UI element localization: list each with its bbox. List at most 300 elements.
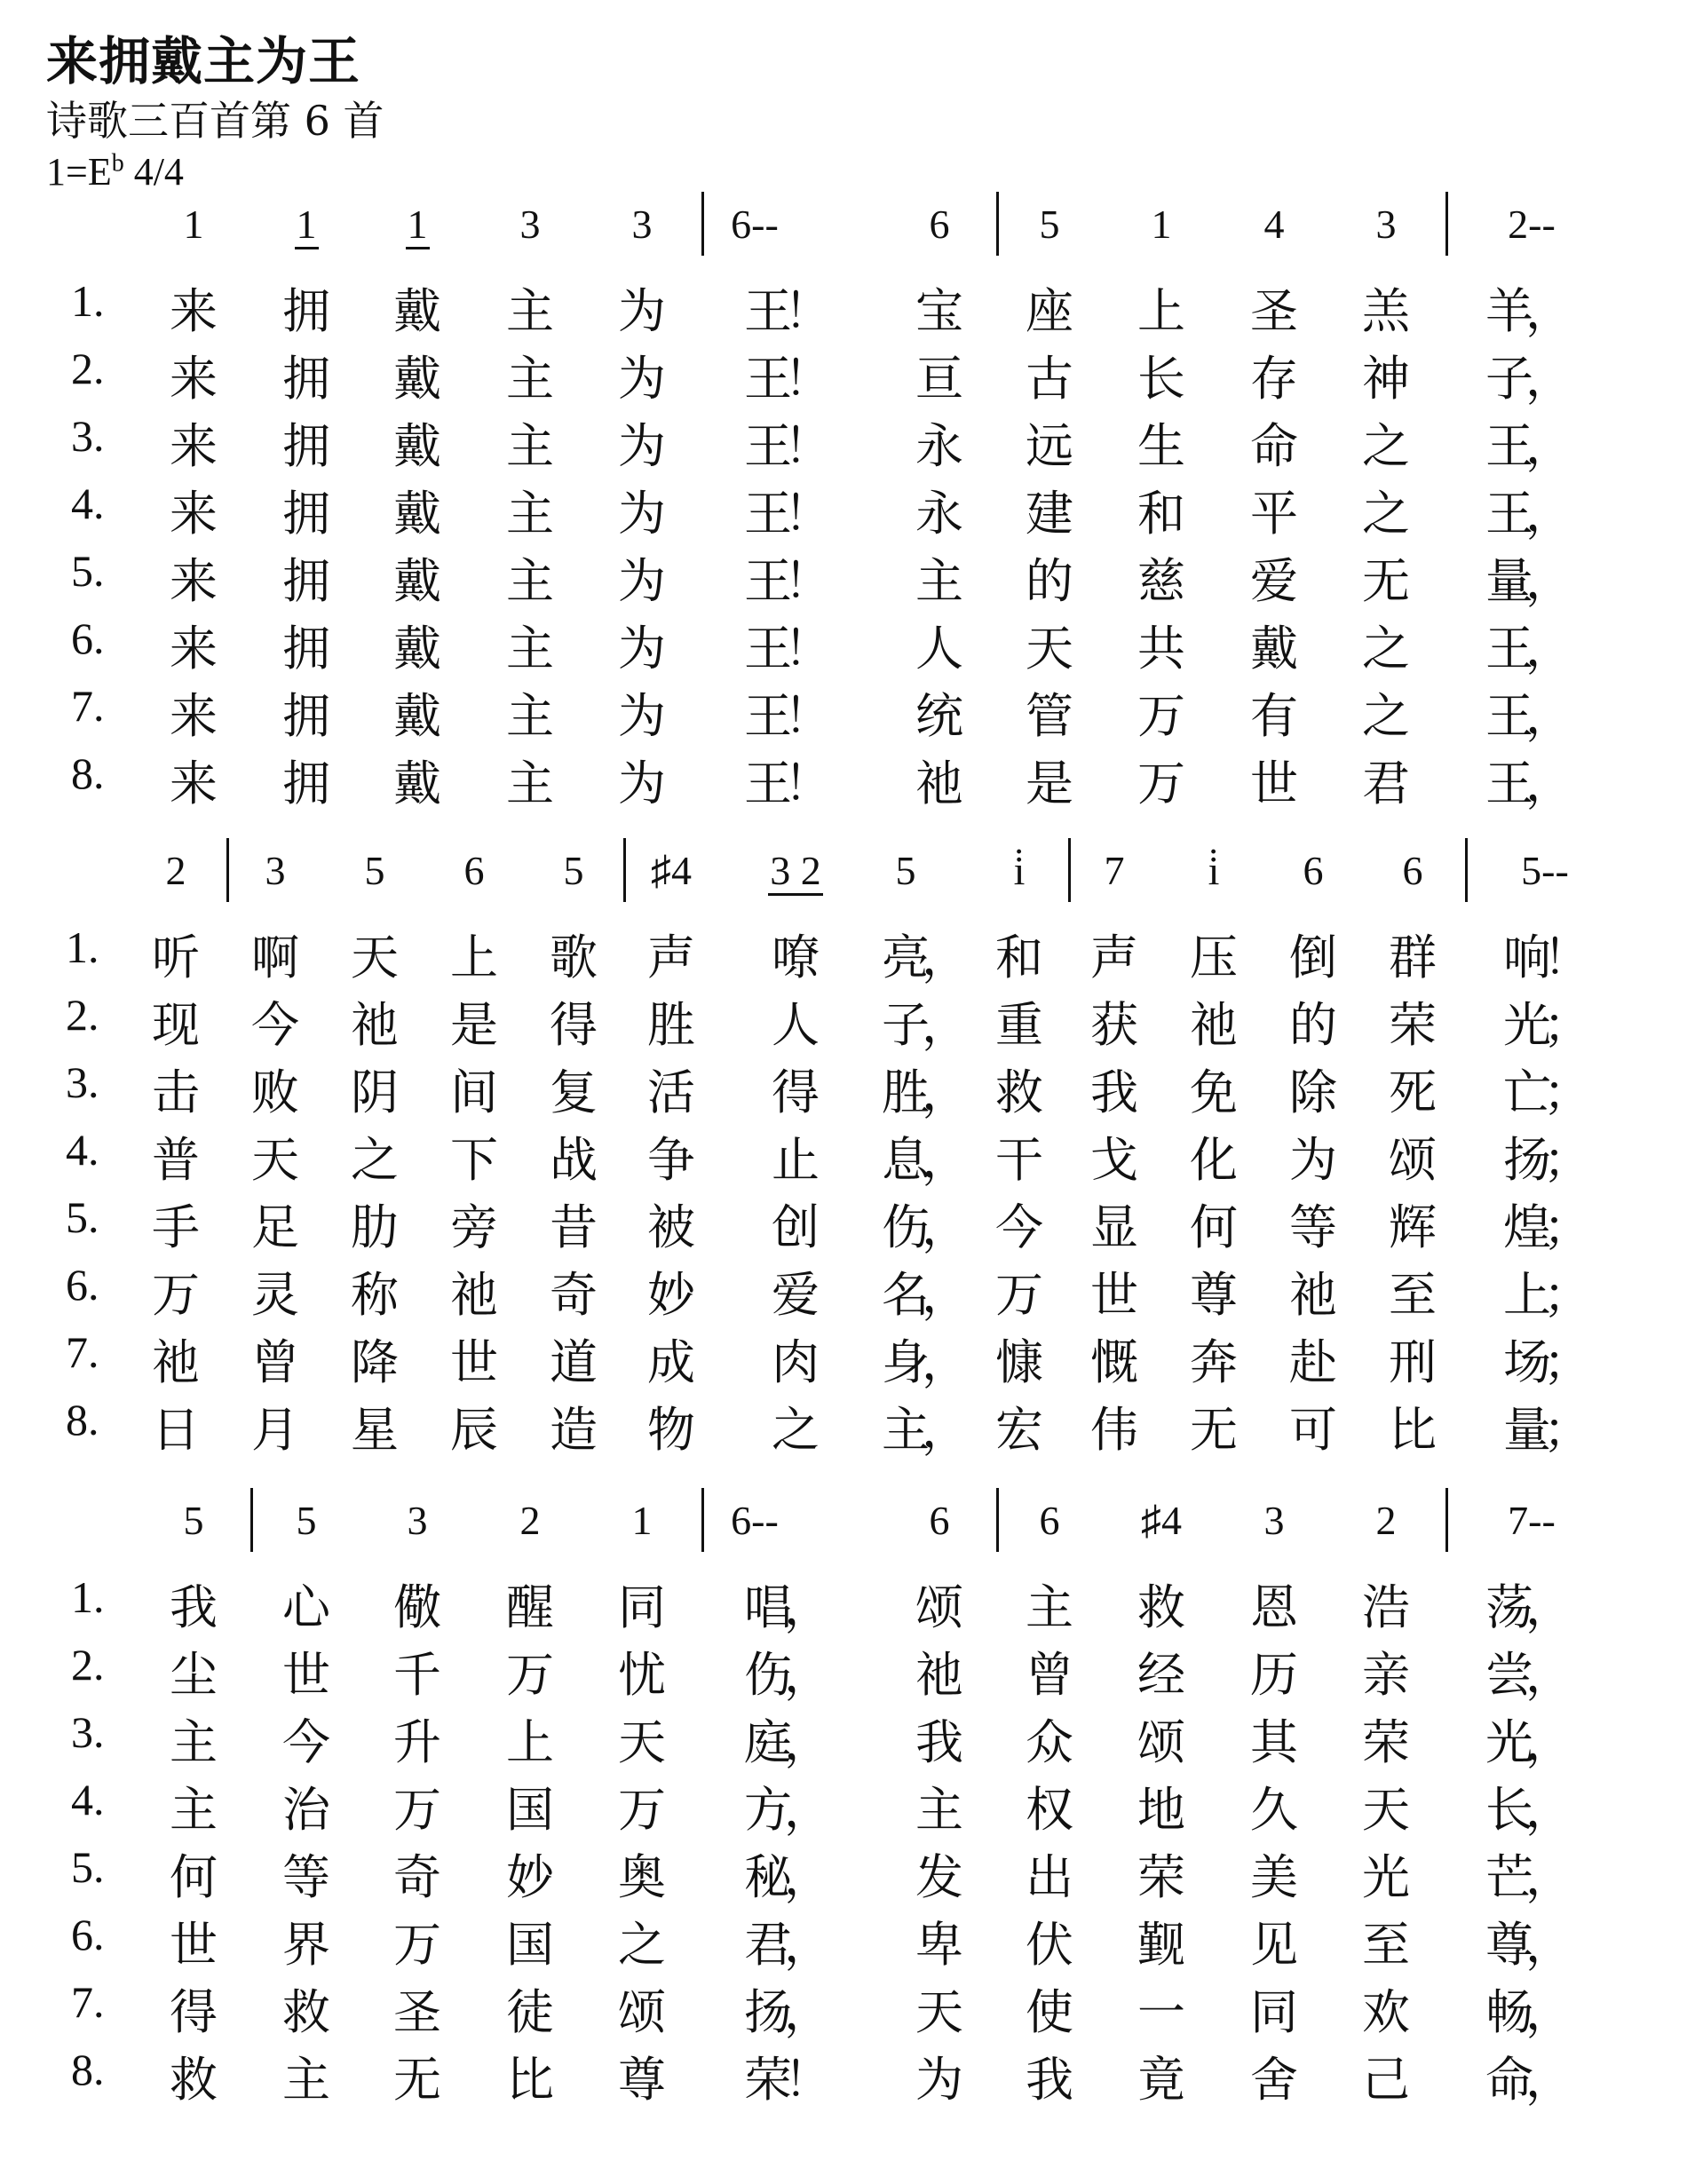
system-3 (0, 1488, 1687, 2109)
lyric-char: 平 (1250, 486, 1298, 542)
verse-line (0, 987, 1687, 1055)
lyric-char: 宏 (995, 1402, 1043, 1458)
verse-line (0, 920, 1687, 987)
lyric-char: 之 (618, 1917, 666, 1973)
lyric-char: 王 ！ (744, 418, 832, 474)
lyric-char: 卑 (915, 1917, 963, 1973)
lyric-char: 座 (1026, 283, 1073, 339)
lyric-char: 荣 (1362, 1714, 1410, 1770)
lyric-char: 肋 (351, 1199, 399, 1255)
verse-number: 2. (66, 990, 99, 1040)
lyric-char: 光 ； (1503, 997, 1591, 1053)
lyric-char: 足 (251, 1199, 299, 1255)
verse-line (0, 1392, 1687, 1460)
lyric-char: 慈 (1137, 553, 1185, 609)
note: 5-- (1521, 848, 1569, 893)
lyric-char: 万 (1137, 756, 1185, 811)
lyric-char: 戈 (1090, 1132, 1138, 1188)
lyric-char: 群 (1389, 930, 1437, 985)
lyric-char: 显 (1090, 1199, 1138, 1255)
page-title: 来拥戴主为王 (46, 31, 361, 91)
note: 1 (1151, 202, 1172, 247)
lyric-char: 的 (1289, 997, 1337, 1053)
lyric-char: 奇 (550, 1267, 598, 1323)
key-signature (46, 149, 184, 194)
note: 5 (364, 848, 385, 893)
lyric-char: 是 (450, 997, 498, 1053)
lyric-char: 畅 ， (1485, 1984, 1573, 2040)
lyric-char: 羔 (1362, 283, 1410, 339)
verse-number: 1. (71, 276, 105, 326)
lyric-char: 肉 (772, 1334, 820, 1390)
lyric-char: 光 (1362, 1849, 1410, 1905)
lyric-char: 戴 (393, 486, 441, 542)
lyric-char: 重 (995, 997, 1043, 1053)
lyric-char: 拥 (282, 418, 330, 474)
lyric-char: 之 (1362, 688, 1410, 744)
lyric-char: 远 (1026, 418, 1073, 474)
verse-line (0, 1055, 1687, 1122)
lyric-char: 啊 (251, 930, 299, 985)
lyric-char: 戴 (393, 351, 441, 407)
lyric-char: 世 (1090, 1267, 1138, 1323)
lyric-char: 己 (1362, 2052, 1410, 2108)
lyric-char: 主 (506, 621, 554, 677)
lyric-char: 王 ！ (744, 756, 832, 811)
lyric-char: 王 ， (1485, 756, 1573, 811)
lyric-char: 赴 (1289, 1334, 1337, 1390)
lyric-char: 为 (618, 283, 666, 339)
note: 3 (1263, 1498, 1285, 1543)
lyric-char: 声 (647, 930, 695, 985)
verse-number: 5. (71, 1842, 105, 1892)
lyric-char: 舍 (1250, 2052, 1298, 2108)
lyric-char: 拥 (282, 756, 330, 811)
lyric-char: 手 (152, 1199, 200, 1255)
verse-line (0, 1257, 1687, 1325)
lyric-char: 世 (282, 1647, 330, 1703)
lyric-char: 来 (170, 756, 218, 811)
lyric-char: 无 (1190, 1402, 1238, 1458)
lyric-char: 天 (915, 1984, 963, 2040)
lyric-char: 下 (450, 1132, 498, 1188)
note: i̇ (1208, 848, 1220, 893)
lyric-char: 上 (506, 1714, 554, 1770)
lyric-char: 美 (1250, 1849, 1298, 1905)
lyric-char: 王 ！ (744, 553, 832, 609)
lyric-char: 王 ， (1485, 418, 1573, 474)
lyric-char: 命 (1250, 418, 1298, 474)
lyric-char: 是 (1026, 756, 1073, 811)
lyric-char: 救 (1137, 1579, 1185, 1635)
lyric-char: 芒 ， (1485, 1849, 1573, 1905)
lyric-char: 亘 (915, 351, 963, 407)
bar-line (250, 1488, 253, 1552)
lyric-char: 击 (152, 1064, 200, 1120)
lyric-char: 主 (506, 418, 554, 474)
lyric-char: 圣 (393, 1984, 441, 2040)
lyric-char: 主 (1026, 1579, 1073, 1635)
bar-line (1465, 838, 1468, 902)
note: ♯4 (651, 848, 692, 893)
lyric-char: 戴 (393, 553, 441, 609)
lyric-char: 煌 ； (1503, 1199, 1591, 1255)
lyric-char: 为 (618, 756, 666, 811)
lyric-char: 曾 (1026, 1647, 1073, 1703)
verse-line (0, 543, 1687, 611)
verse-number: 4. (71, 479, 105, 528)
lyric-char: 倒 (1289, 930, 1337, 985)
lyric-char: 主 (506, 486, 554, 542)
lyric-char: 神 (1362, 351, 1410, 407)
lyric-char: 竟 (1137, 2052, 1185, 2108)
lyric-char: 胜 ， (882, 1064, 970, 1120)
lyric-char: 众 (1026, 1714, 1073, 1770)
note: ♯4 (1141, 1498, 1182, 1543)
lyric-char: 主 (915, 553, 963, 609)
lyric-char: 其 (1250, 1714, 1298, 1770)
lyric-char: 等 (1289, 1199, 1337, 1255)
lyric-char: 上 (450, 930, 498, 985)
lyric-char: 响 ！ (1503, 930, 1591, 985)
lyric-char: 慨 (1090, 1334, 1138, 1390)
lyric-char: 宝 (915, 283, 963, 339)
note: 5 (1039, 202, 1060, 247)
lyric-char: 共 (1137, 621, 1185, 677)
verse-line (0, 1840, 1687, 1907)
lyric-char: 觐 (1137, 1917, 1185, 1973)
lyric-char: 拥 (282, 621, 330, 677)
lyric-char: 主 (170, 1782, 218, 1838)
lyric-char: 创 (772, 1199, 820, 1255)
lyric-char: 来 (170, 486, 218, 542)
verse-line (0, 1122, 1687, 1190)
lyric-char: 戴 (393, 621, 441, 677)
lyric-char: 尝 ， (1485, 1647, 1573, 1703)
lyric-char: 拥 (282, 688, 330, 744)
lyric-char: 曾 (251, 1334, 299, 1390)
lyric-char: 王 ， (1485, 688, 1573, 744)
bar-line (623, 838, 626, 902)
notes-row (0, 192, 1687, 273)
verse-line (0, 1772, 1687, 1840)
lyric-char: 来 (170, 621, 218, 677)
verse-number: 5. (66, 1192, 99, 1242)
lyric-char: 出 (1026, 1849, 1073, 1905)
lyric-char: 扬 ， (744, 1984, 832, 2040)
lyric-char: 旁 (450, 1199, 498, 1255)
lyric-char: 浩 (1362, 1579, 1410, 1635)
lyric-char: 主 ， (882, 1402, 970, 1458)
lyric-char: 我 (1026, 2052, 1073, 2108)
lyric-char: 有 (1250, 688, 1298, 744)
lyric-char: 来 (170, 418, 218, 474)
bar-line (226, 838, 229, 902)
lyric-char: 颂 (1389, 1132, 1437, 1188)
lyric-char: 伤 ， (882, 1199, 970, 1255)
lyric-char: 得 (550, 997, 598, 1053)
key-prefix: 1=E (46, 150, 112, 194)
lyric-char: 之 (1362, 621, 1410, 677)
note: 2 (1375, 1498, 1397, 1543)
lyric-char: 免 (1190, 1064, 1238, 1120)
lyric-char: 子 ， (882, 997, 970, 1053)
lyric-char: 王 ！ (744, 688, 832, 744)
lyric-char: 为 (1289, 1132, 1337, 1188)
lyric-char: 救 (282, 1984, 330, 2040)
lyric-char: 永 (915, 486, 963, 542)
lyric-char: 胜 (647, 997, 695, 1053)
lyric-char: 拥 (282, 351, 330, 407)
note: 6 (1303, 848, 1324, 893)
lyric-char: 刑 (1389, 1334, 1437, 1390)
note: 3 (1375, 202, 1397, 247)
lyric-char: 建 (1026, 486, 1073, 542)
lyric-char: 等 (282, 1849, 330, 1905)
lyric-char: 历 (1250, 1647, 1298, 1703)
lyric-char: 光 ， (1485, 1714, 1573, 1770)
lyric-char: 戴 (393, 418, 441, 474)
lyric-char: 为 (618, 688, 666, 744)
lyric-char: 君 ， (744, 1917, 832, 1973)
verse-line (0, 746, 1687, 813)
lyric-char: 道 (550, 1334, 598, 1390)
lyric-char: 徒 (506, 1984, 554, 2040)
lyric-char: 干 (995, 1132, 1043, 1188)
lyric-char: 奔 (1190, 1334, 1238, 1390)
verse-line (0, 1907, 1687, 1974)
lyric-char: 统 (915, 688, 963, 744)
verse-line (0, 1190, 1687, 1257)
lyric-char: 慷 (995, 1334, 1043, 1390)
lyric-char: 拥 (282, 553, 330, 609)
note: 3 2 (733, 847, 858, 894)
lyric-char: 颂 (915, 1579, 963, 1635)
lyric-char: 声 (1090, 930, 1138, 985)
note: 2 (519, 1498, 541, 1543)
verse-number: 3. (66, 1057, 99, 1107)
bar-line (996, 1488, 999, 1552)
lyric-char: 同 (618, 1579, 666, 1635)
lyric-char: 无 (1362, 553, 1410, 609)
note: 3 (265, 848, 286, 893)
lyric-char: 祂 (152, 1334, 200, 1390)
lyric-char: 今 (282, 1714, 330, 1770)
verse-number: 8. (71, 2045, 105, 2094)
lyric-char: 生 (1137, 418, 1185, 474)
lyric-char: 天 (1026, 621, 1073, 677)
lyric-char: 醒 (506, 1579, 554, 1635)
note: 6 (1402, 848, 1423, 893)
lyric-char: 王 ！ (744, 621, 832, 677)
system-2 (0, 838, 1687, 1460)
note: 6 (929, 1498, 950, 1543)
lyric-char: 亲 (1362, 1647, 1410, 1703)
lyric-char: 治 (282, 1782, 330, 1838)
lyric-char: 拥 (282, 283, 330, 339)
lyric-char: 来 (170, 351, 218, 407)
lyric-char: 人 (772, 997, 820, 1053)
verse-number: 7. (66, 1327, 99, 1377)
lyric-char: 圣 (1250, 283, 1298, 339)
lyric-char: 同 (1250, 1984, 1298, 2040)
lyric-char: 发 (915, 1849, 963, 1905)
lyric-char: 子 ， (1485, 351, 1573, 407)
lyric-char: 伤 ， (744, 1647, 832, 1703)
lyric-char: 今 (251, 997, 299, 1053)
lyric-char: 经 (1137, 1647, 1185, 1703)
lyric-char: 救 (995, 1064, 1043, 1120)
lyric-char: 见 (1250, 1917, 1298, 1973)
lyric-char: 忧 (618, 1647, 666, 1703)
lyric-char: 物 (647, 1402, 695, 1458)
lyric-char: 今 (995, 1199, 1043, 1255)
note: 7 (1104, 848, 1125, 893)
lyric-char: 荣 (1137, 1849, 1185, 1905)
lyric-char: 庭 ， (744, 1714, 832, 1770)
lyric-char: 死 (1389, 1064, 1437, 1120)
lyric-char: 败 (251, 1064, 299, 1120)
lyric-char: 为 (618, 351, 666, 407)
bar-line (701, 192, 704, 256)
lyric-char: 止 (772, 1132, 820, 1188)
lyric-char: 颂 (1137, 1714, 1185, 1770)
lyric-char: 之 (1362, 486, 1410, 542)
lyric-char: 国 (506, 1917, 554, 1973)
lyric-char: 成 (647, 1334, 695, 1390)
lyric-char: 主 (506, 283, 554, 339)
lyric-char: 天 (618, 1714, 666, 1770)
verse-number: 2. (71, 1640, 105, 1689)
lyric-char: 方 ， (744, 1782, 832, 1838)
lyric-char: 儆 (393, 1579, 441, 1635)
note: i̇ (1013, 848, 1026, 893)
verse-number: 8. (66, 1395, 99, 1444)
lyric-char: 扬 ； (1503, 1132, 1591, 1188)
note: 6 (1039, 1498, 1060, 1543)
lyric-char: 之 (772, 1402, 820, 1458)
lyric-char: 现 (152, 997, 200, 1053)
verse-line (0, 1637, 1687, 1705)
lyric-char: 战 (550, 1132, 598, 1188)
lyric-char: 主 (506, 553, 554, 609)
lyric-char: 造 (550, 1402, 598, 1458)
lyric-char: 王 ， (1485, 486, 1573, 542)
lyric-char: 古 (1026, 351, 1073, 407)
lyric-char: 久 (1250, 1782, 1298, 1838)
verse-number: 3. (71, 411, 105, 461)
verse-line (0, 611, 1687, 678)
verse-line (0, 476, 1687, 543)
lyric-char: 至 (1362, 1917, 1410, 1973)
lyric-char: 世 (1250, 756, 1298, 811)
lyric-char: 王 ， (1485, 621, 1573, 677)
lyric-char: 之 (351, 1132, 399, 1188)
lyric-char: 嘹 (772, 930, 820, 985)
verse-line (0, 2042, 1687, 2109)
note: 1 (631, 1498, 653, 1543)
lyric-char: 尘 (170, 1647, 218, 1703)
lyric-char: 永 (915, 418, 963, 474)
lyric-char: 荡 ， (1485, 1579, 1573, 1635)
lyric-char: 万 (152, 1267, 200, 1323)
verse-number: 8. (71, 748, 105, 798)
lyric-char: 我 (170, 1579, 218, 1635)
note: 5 (296, 1498, 317, 1543)
lyric-char: 之 (1362, 418, 1410, 474)
lyric-char: 获 (1090, 997, 1138, 1053)
lyric-char: 来 (170, 553, 218, 609)
lyric-char: 复 (550, 1064, 598, 1120)
lyric-char: 妙 (647, 1267, 695, 1323)
lyric-char: 和 (995, 930, 1043, 985)
lyric-char: 天 (351, 930, 399, 985)
lyric-char: 尊 (618, 2052, 666, 2108)
lyric-char: 万 (393, 1917, 441, 1973)
lyric-char: 欢 (1362, 1984, 1410, 2040)
subtitle: 诗歌三百首第 6 首 (46, 97, 384, 145)
note: 3 (519, 202, 541, 247)
lyric-char: 无 (393, 2052, 441, 2108)
lyric-char: 荣 (1389, 997, 1437, 1053)
lyric-char: 王 ！ (744, 351, 832, 407)
bar-line (996, 192, 999, 256)
lyric-char: 化 (1190, 1132, 1238, 1188)
note: 5 (183, 1498, 204, 1543)
lyric-char: 和 (1137, 486, 1185, 542)
verse-number: 7. (71, 1977, 105, 2027)
note: 6-- (731, 202, 779, 247)
lyric-char: 我 (915, 1714, 963, 1770)
lyric-char: 颂 (618, 1984, 666, 2040)
lyric-char: 万 (1137, 688, 1185, 744)
lyric-char: 昔 (550, 1199, 598, 1255)
lyric-char: 万 (995, 1267, 1043, 1323)
note: 6-- (731, 1498, 779, 1543)
note: 6 (929, 202, 950, 247)
lyric-char: 我 (1090, 1064, 1138, 1120)
lyric-char: 灵 (251, 1267, 299, 1323)
lyric-char: 降 (351, 1334, 399, 1390)
lyric-char: 祂 (915, 1647, 963, 1703)
note: 5 (563, 848, 584, 893)
lyric-char: 主 (506, 756, 554, 811)
lyric-char: 恩 (1250, 1579, 1298, 1635)
lyric-char: 伏 (1026, 1917, 1073, 1973)
lyric-char: 争 (647, 1132, 695, 1188)
lyric-char: 祂 (1289, 1267, 1337, 1323)
lyric-char: 界 (282, 1917, 330, 1973)
lyric-char: 王 ！ (744, 283, 832, 339)
note: 1 (355, 201, 479, 248)
lyric-char: 为 (618, 486, 666, 542)
verse-number: 4. (66, 1125, 99, 1175)
notes-row (0, 1488, 1687, 1570)
verse-line (0, 1325, 1687, 1392)
lyric-char: 量 ； (1503, 1402, 1591, 1458)
lyric-char: 荣 ！ (744, 2052, 832, 2108)
lyric-char: 来 (170, 688, 218, 744)
lyric-char: 主 (170, 1714, 218, 1770)
bar-line (701, 1488, 704, 1552)
lyric-char: 天 (1362, 1782, 1410, 1838)
lyric-char: 何 (170, 1849, 218, 1905)
bar-line (1068, 838, 1071, 902)
lyric-char: 权 (1026, 1782, 1073, 1838)
lyric-char: 普 (152, 1132, 200, 1188)
lyric-char: 日 (152, 1402, 200, 1458)
note: 1 (244, 201, 368, 248)
